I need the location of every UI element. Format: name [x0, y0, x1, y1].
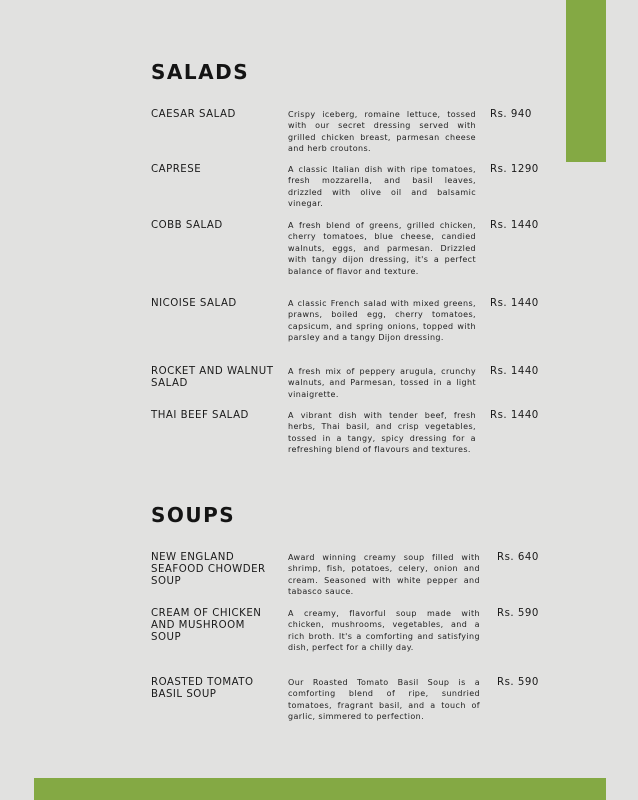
item-description: A classic French salad with mixed greens, prawns, boiled egg, cherry tomatoes, capsicum, and spring onions, topped with parsley and a tangy Dijon dressing. [288, 299, 476, 343]
section-title-salads: SALADS [151, 60, 250, 84]
item-name: CAPRESE [151, 164, 202, 175]
item-name: ROASTED TOMATO BASIL SOUP [151, 677, 254, 700]
section-title-soups: SOUPS [151, 503, 236, 527]
item-price: Rs. 1440 [490, 410, 539, 421]
item-name: CREAM OF CHICKEN AND MUSHROOM SOUP [151, 608, 262, 643]
item-price: Rs. 940 [490, 109, 532, 120]
accent-bar-bottom [34, 778, 606, 800]
item-description: A classic Italian dish with ripe tomatoes, fresh mozzarella, and basil leaves, drizzled with olive oil and balsamic vinegar. [288, 165, 476, 209]
item-description: Our Roasted Tomato Basil Soup is a comforting blend of ripe, sundried tomatoes, fragrant basil, and a touch of garlic, simmered to perfection. [288, 678, 480, 722]
item-name: ROCKET AND WALNUT SALAD [151, 366, 274, 389]
item-name: CAESAR SALAD [151, 109, 236, 120]
item-name: NICOISE SALAD [151, 298, 237, 309]
item-price: Rs. 640 [497, 552, 539, 563]
item-name: COBB SALAD [151, 220, 223, 231]
item-price: Rs. 1440 [490, 298, 539, 309]
item-price: Rs. 1440 [490, 366, 539, 377]
item-description: Crispy iceberg, romaine lettuce, tossed with our secret dressing served with grilled chicken breast, parmesan cheese and herb croutons. [288, 110, 476, 154]
item-price: Rs. 1440 [490, 220, 539, 231]
item-description: A fresh blend of greens, grilled chicken, cherry tomatoes, blue cheese, candied walnuts, eggs, and parmesan. Drizzled with tangy dijon dressing, it's a perfect balance of flavor and texture. [288, 221, 476, 276]
item-price: Rs. 590 [497, 608, 539, 619]
item-name: THAI BEEF SALAD [151, 410, 249, 421]
item-description: A vibrant dish with tender beef, fresh herbs, Thai basil, and crisp vegetables, tossed in a tangy, spicy dressing for a refreshing blend of flavours and textures. [288, 411, 476, 455]
item-description: A creamy, flavorful soup made with chicken, mushrooms, vegetables, and a rich broth. It's a comforting and satisfying dish, perfect for a chilly day. [288, 609, 480, 653]
item-description: Award winning creamy soup filled with shrimp, fish, potatoes, celery, onion and cream. Seasoned with white pepper and tabasco sauce. [288, 553, 480, 597]
accent-bar-top-right [566, 0, 606, 162]
item-price: Rs. 590 [497, 677, 539, 688]
item-price: Rs. 1290 [490, 164, 539, 175]
item-name: NEW ENGLAND SEAFOOD CHOWDER SOUP [151, 552, 266, 587]
item-description: A fresh mix of peppery arugula, crunchy walnuts, and Parmesan, tossed in a light vinaigrette. [288, 367, 476, 399]
